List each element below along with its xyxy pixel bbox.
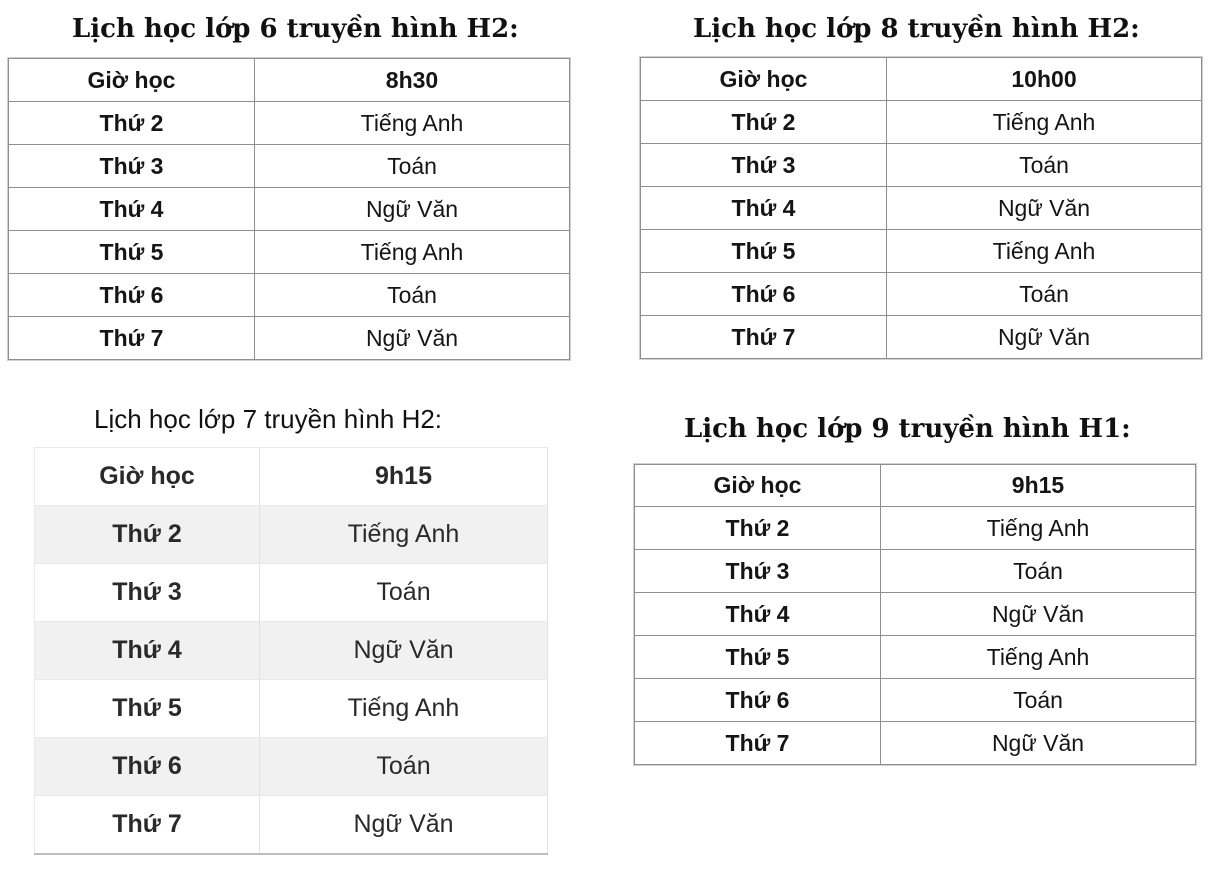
day-cell: Thứ 7 <box>35 796 260 854</box>
table-row <box>35 796 548 854</box>
day-cell: Thứ 2 <box>35 506 260 564</box>
day-cell: Thứ 5 <box>9 231 255 274</box>
day-cell: Thứ 4 <box>35 622 260 680</box>
subject-cell: Toán <box>887 273 1202 316</box>
subject-cell: Toán <box>255 145 570 188</box>
day-cell: Thứ 3 <box>641 144 887 187</box>
subject-cell: Ngữ Văn <box>255 188 570 231</box>
subject-cell: Tiếng Anh <box>255 102 570 145</box>
grade8-schedule-table <box>640 57 1202 359</box>
grade7-schedule-table <box>34 447 548 855</box>
table-header-row <box>641 58 1202 101</box>
day-cell: Thứ 2 <box>9 102 255 145</box>
time-label-cell: Giờ học <box>635 465 881 507</box>
subject-cell: Tiếng Anh <box>260 506 548 564</box>
table-row <box>635 507 1196 550</box>
subject-cell: Ngữ Văn <box>260 796 548 854</box>
subject-cell: Tiếng Anh <box>887 101 1202 144</box>
day-cell: Thứ 4 <box>635 593 881 636</box>
table-row <box>635 593 1196 636</box>
grade6-schedule-table <box>8 58 570 360</box>
table-row <box>9 317 570 360</box>
day-cell: Thứ 4 <box>641 187 887 230</box>
table-row <box>9 145 570 188</box>
table-row <box>35 506 548 564</box>
subject-cell: Toán <box>260 564 548 622</box>
table-header-row <box>35 448 548 506</box>
time-value-cell: 9h15 <box>881 465 1196 507</box>
table-row <box>9 274 570 317</box>
table-row <box>35 738 548 796</box>
table-row <box>35 680 548 738</box>
subject-cell: Tiếng Anh <box>255 231 570 274</box>
subject-cell: Toán <box>887 144 1202 187</box>
table-row <box>641 316 1202 359</box>
day-cell: Thứ 7 <box>635 722 881 765</box>
day-cell: Thứ 7 <box>641 316 887 359</box>
grade9-schedule-table <box>634 464 1196 765</box>
table-row <box>641 101 1202 144</box>
day-cell: Thứ 5 <box>35 680 260 738</box>
subject-cell: Ngữ Văn <box>881 593 1196 636</box>
day-cell: Thứ 6 <box>635 679 881 722</box>
table-row <box>641 187 1202 230</box>
subject-cell: Toán <box>255 274 570 317</box>
table-row <box>635 679 1196 722</box>
table-row <box>9 102 570 145</box>
time-value-cell: 8h30 <box>255 59 570 102</box>
grade7-schedule-title: Lịch học lớp 7 truyền hình H2: <box>94 404 443 434</box>
subject-cell: Ngữ Văn <box>255 317 570 360</box>
subject-cell: Tiếng Anh <box>881 636 1196 679</box>
table-row <box>641 144 1202 187</box>
day-cell: Thứ 3 <box>35 564 260 622</box>
subject-cell: Toán <box>881 550 1196 593</box>
day-cell: Thứ 6 <box>641 273 887 316</box>
time-label-cell: Giờ học <box>9 59 255 102</box>
day-cell: Thứ 2 <box>641 101 887 144</box>
day-cell: Thứ 6 <box>9 274 255 317</box>
day-cell: Thứ 5 <box>635 636 881 679</box>
subject-cell: Toán <box>260 738 548 796</box>
day-cell: Thứ 3 <box>9 145 255 188</box>
subject-cell: Ngữ Văn <box>260 622 548 680</box>
table-row <box>9 188 570 231</box>
subject-cell: Ngữ Văn <box>887 187 1202 230</box>
table-row <box>35 564 548 622</box>
table-row <box>35 622 548 680</box>
table-row <box>635 636 1196 679</box>
table-row <box>635 722 1196 765</box>
time-value-cell: 10h00 <box>887 58 1202 101</box>
grade9-schedule-title: Lịch học lớp 9 truyền hình H1: <box>684 414 1131 444</box>
day-cell: Thứ 6 <box>35 738 260 796</box>
time-label-cell: Giờ học <box>35 448 260 506</box>
day-cell: Thứ 7 <box>9 317 255 360</box>
table-header-row <box>9 59 570 102</box>
grade8-schedule-title: Lịch học lớp 8 truyền hình H2: <box>693 14 1140 44</box>
subject-cell: Toán <box>881 679 1196 722</box>
day-cell: Thứ 5 <box>641 230 887 273</box>
time-value-cell: 9h15 <box>260 448 548 506</box>
table-row <box>9 231 570 274</box>
subject-cell: Tiếng Anh <box>881 507 1196 550</box>
table-row <box>641 230 1202 273</box>
table-row <box>635 550 1196 593</box>
grade6-schedule-title: Lịch học lớp 6 truyền hình H2: <box>72 14 519 44</box>
table-row <box>641 273 1202 316</box>
subject-cell: Ngữ Văn <box>881 722 1196 765</box>
time-label-cell: Giờ học <box>641 58 887 101</box>
table-header-row <box>635 465 1196 507</box>
day-cell: Thứ 2 <box>635 507 881 550</box>
subject-cell: Tiếng Anh <box>887 230 1202 273</box>
day-cell: Thứ 3 <box>635 550 881 593</box>
subject-cell: Ngữ Văn <box>887 316 1202 359</box>
subject-cell: Tiếng Anh <box>260 680 548 738</box>
day-cell: Thứ 4 <box>9 188 255 231</box>
